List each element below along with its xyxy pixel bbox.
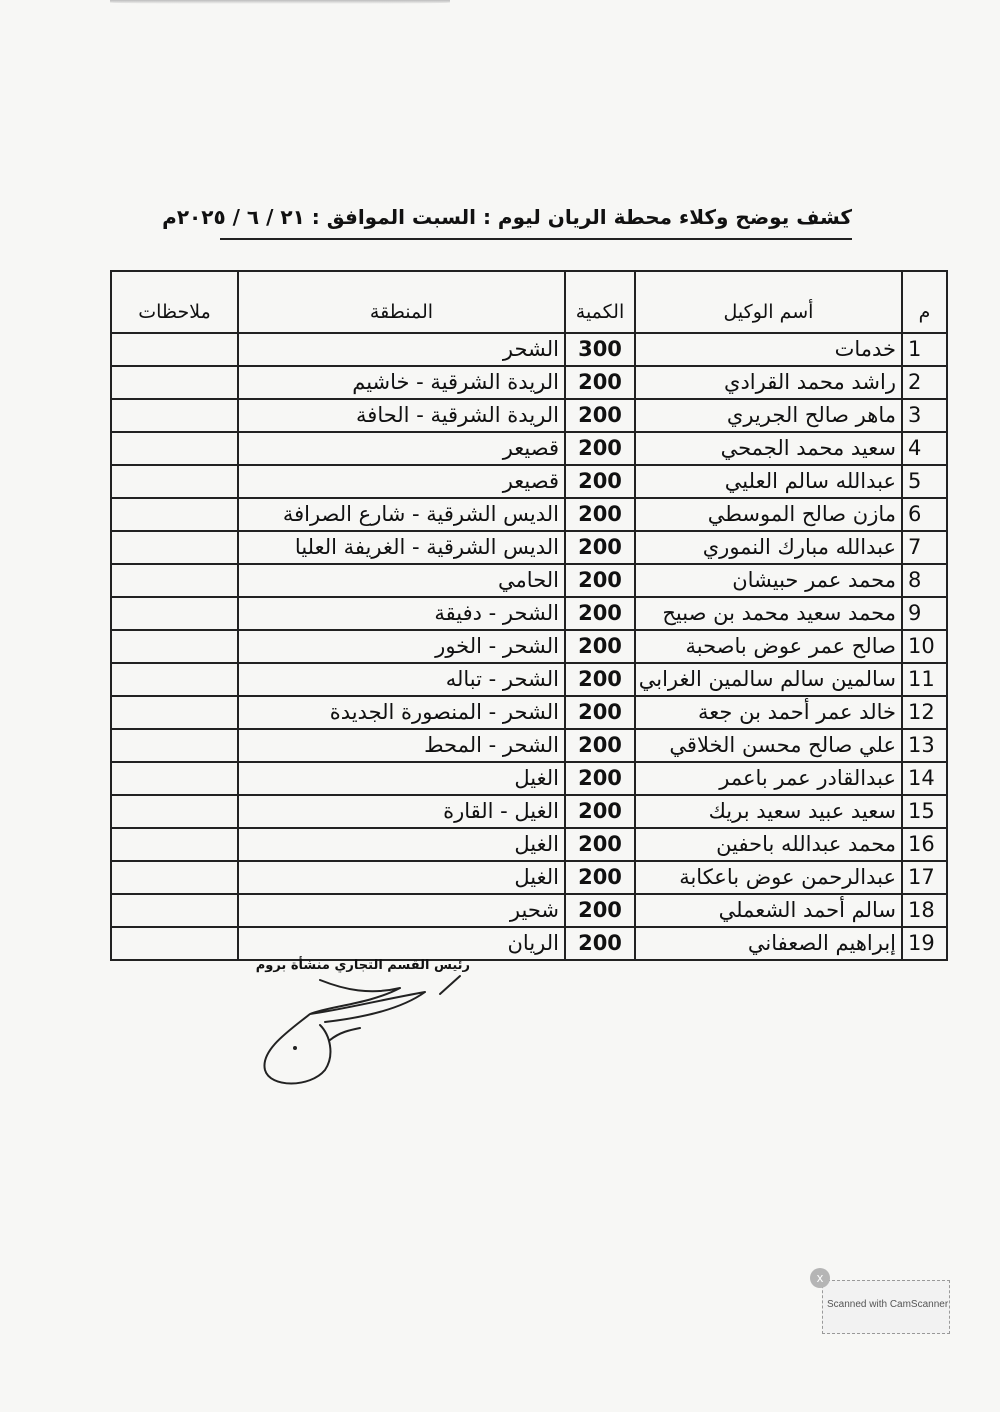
cell-notes	[111, 828, 238, 861]
cell-m: 19	[902, 927, 947, 960]
header-agent-name: أسم الوكيل	[635, 271, 902, 333]
table-row	[111, 366, 947, 399]
cell-agent-name: عبدالرحمن عوض باعكابة	[635, 861, 902, 894]
cell-agent-name: محمد سعيد محمد بن صبيح	[635, 597, 902, 630]
cell-agent-name: مازن صالح الموسطي	[635, 498, 902, 531]
cell-m: 18	[902, 894, 947, 927]
cell-notes	[111, 927, 238, 960]
table-row	[111, 399, 947, 432]
cell-notes	[111, 795, 238, 828]
cell-quantity: 200	[565, 498, 635, 531]
cell-region: الشحر - تباله	[238, 663, 565, 696]
cell-quantity: 200	[565, 861, 635, 894]
table-row	[111, 531, 947, 564]
cell-m: 4	[902, 432, 947, 465]
table-row	[111, 795, 947, 828]
cell-m: 17	[902, 861, 947, 894]
cell-region: الغيل	[238, 861, 565, 894]
cell-agent-name: محمد عبدالله باحفين	[635, 828, 902, 861]
table-row	[111, 465, 947, 498]
cell-notes	[111, 597, 238, 630]
table-row	[111, 828, 947, 861]
cell-region: الغيل	[238, 828, 565, 861]
table-row	[111, 597, 947, 630]
cell-agent-name: خالد عمر أحمد بن جعة	[635, 696, 902, 729]
cell-m: 10	[902, 630, 947, 663]
cell-quantity: 200	[565, 432, 635, 465]
cell-quantity: 200	[565, 663, 635, 696]
table-header-row	[111, 271, 947, 333]
cell-notes	[111, 498, 238, 531]
cell-m: 1	[902, 333, 947, 366]
cell-m: 6	[902, 498, 947, 531]
cell-quantity: 200	[565, 564, 635, 597]
cell-m: 5	[902, 465, 947, 498]
table-row	[111, 861, 947, 894]
cell-m: 14	[902, 762, 947, 795]
cell-m: 2	[902, 366, 947, 399]
cell-agent-name: صالح عمر عوض باصحبة	[635, 630, 902, 663]
header-notes: ملاحظات	[111, 271, 238, 333]
table-row	[111, 894, 947, 927]
camscanner-badge	[822, 1280, 950, 1334]
cell-agent-name: سالمين سالم سالمين الغرابي	[635, 663, 902, 696]
cell-notes	[111, 399, 238, 432]
cell-notes	[111, 630, 238, 663]
cell-notes	[111, 333, 238, 366]
cell-agent-name: سالم أحمد الشعملي	[635, 894, 902, 927]
table-row	[111, 333, 947, 366]
header-quantity: الكمية	[565, 271, 635, 333]
cell-agent-name: عبدالله سالم العليي	[635, 465, 902, 498]
table-row	[111, 564, 947, 597]
cell-agent-name: عبدالقادر عمر باعمر	[635, 762, 902, 795]
cell-m: 8	[902, 564, 947, 597]
cell-quantity: 200	[565, 696, 635, 729]
table-row	[111, 432, 947, 465]
cell-region: قصيعر	[238, 432, 565, 465]
cell-region: الشحر - الخور	[238, 630, 565, 663]
table-row	[111, 762, 947, 795]
table-row	[111, 498, 947, 531]
cell-region: قصيعر	[238, 465, 565, 498]
header-region: المنطقة	[238, 271, 565, 333]
cell-region: الغيل	[238, 762, 565, 795]
close-icon[interactable]: x	[810, 1268, 830, 1288]
cell-agent-name: راشد محمد القرادي	[635, 366, 902, 399]
header-m: م	[902, 271, 947, 333]
cell-region: الشحر	[238, 333, 565, 366]
cell-region: الشحر - المنصورة الجديدة	[238, 696, 565, 729]
table-body	[111, 333, 947, 960]
agents-table	[110, 270, 948, 961]
cell-quantity: 200	[565, 597, 635, 630]
cell-notes	[111, 564, 238, 597]
cell-m: 11	[902, 663, 947, 696]
cell-quantity: 200	[565, 399, 635, 432]
table-row	[111, 927, 947, 960]
cell-quantity: 200	[565, 465, 635, 498]
table-row	[111, 630, 947, 663]
cell-notes	[111, 531, 238, 564]
cell-notes	[111, 729, 238, 762]
cell-notes	[111, 894, 238, 927]
document-title: كشف يوضح وكلاء محطة الريان ليوم : السبت الموافق : ٢١ / ٦ / ٢٠٢٥م	[162, 205, 852, 229]
cell-quantity: 200	[565, 828, 635, 861]
cell-notes	[111, 861, 238, 894]
cell-agent-name: ماهر صالح الجريري	[635, 399, 902, 432]
cell-region: الغيل - القارة	[238, 795, 565, 828]
cell-notes	[111, 762, 238, 795]
cell-region: الديس الشرقية - شارع الصرافة	[238, 498, 565, 531]
cell-agent-name: إبراهيم الصعفاني	[635, 927, 902, 960]
cell-agent-name: عبدالله مبارك النموري	[635, 531, 902, 564]
cell-region: الريدة الشرقية - الحافة	[238, 399, 565, 432]
cell-notes	[111, 432, 238, 465]
cell-quantity: 200	[565, 762, 635, 795]
signature-caption: رئيس القسم التجاري منشأة بروم	[255, 958, 470, 973]
scan-edge-shadow	[110, 0, 450, 4]
cell-agent-name: سعيد عبيد سعيد بريك	[635, 795, 902, 828]
cell-quantity: 200	[565, 927, 635, 960]
cell-quantity: 200	[565, 366, 635, 399]
cell-quantity: 200	[565, 531, 635, 564]
cell-m: 16	[902, 828, 947, 861]
cell-quantity: 200	[565, 729, 635, 762]
cell-agent-name: خدمات	[635, 333, 902, 366]
cell-notes	[111, 465, 238, 498]
cell-m: 15	[902, 795, 947, 828]
cell-quantity: 200	[565, 630, 635, 663]
table-row	[111, 663, 947, 696]
cell-region: الديس الشرقية - الغريفة العليا	[238, 531, 565, 564]
cell-m: 9	[902, 597, 947, 630]
cell-region: شحير	[238, 894, 565, 927]
cell-m: 12	[902, 696, 947, 729]
cell-region: الحامي	[238, 564, 565, 597]
cell-agent-name: محمد عمر حبيشان	[635, 564, 902, 597]
cell-agent-name: علي صالح محسن الخلاقي	[635, 729, 902, 762]
cell-region: الشحر - دفيقة	[238, 597, 565, 630]
table-row	[111, 729, 947, 762]
camscanner-text: Scanned with CamScanner	[827, 1299, 949, 1310]
cell-notes	[111, 366, 238, 399]
cell-region: الريدة الشرقية - خاشيم	[238, 366, 565, 399]
cell-region: الريان	[238, 927, 565, 960]
cell-region: الشحر - المحط	[238, 729, 565, 762]
table-row	[111, 696, 947, 729]
cell-m: 3	[902, 399, 947, 432]
cell-notes	[111, 696, 238, 729]
cell-notes	[111, 663, 238, 696]
cell-m: 13	[902, 729, 947, 762]
title-underline	[220, 238, 852, 240]
handwritten-signature	[250, 970, 480, 1090]
cell-quantity: 200	[565, 894, 635, 927]
cell-quantity: 300	[565, 333, 635, 366]
cell-m: 7	[902, 531, 947, 564]
cell-agent-name: سعيد محمد الجمحي	[635, 432, 902, 465]
cell-quantity: 200	[565, 795, 635, 828]
